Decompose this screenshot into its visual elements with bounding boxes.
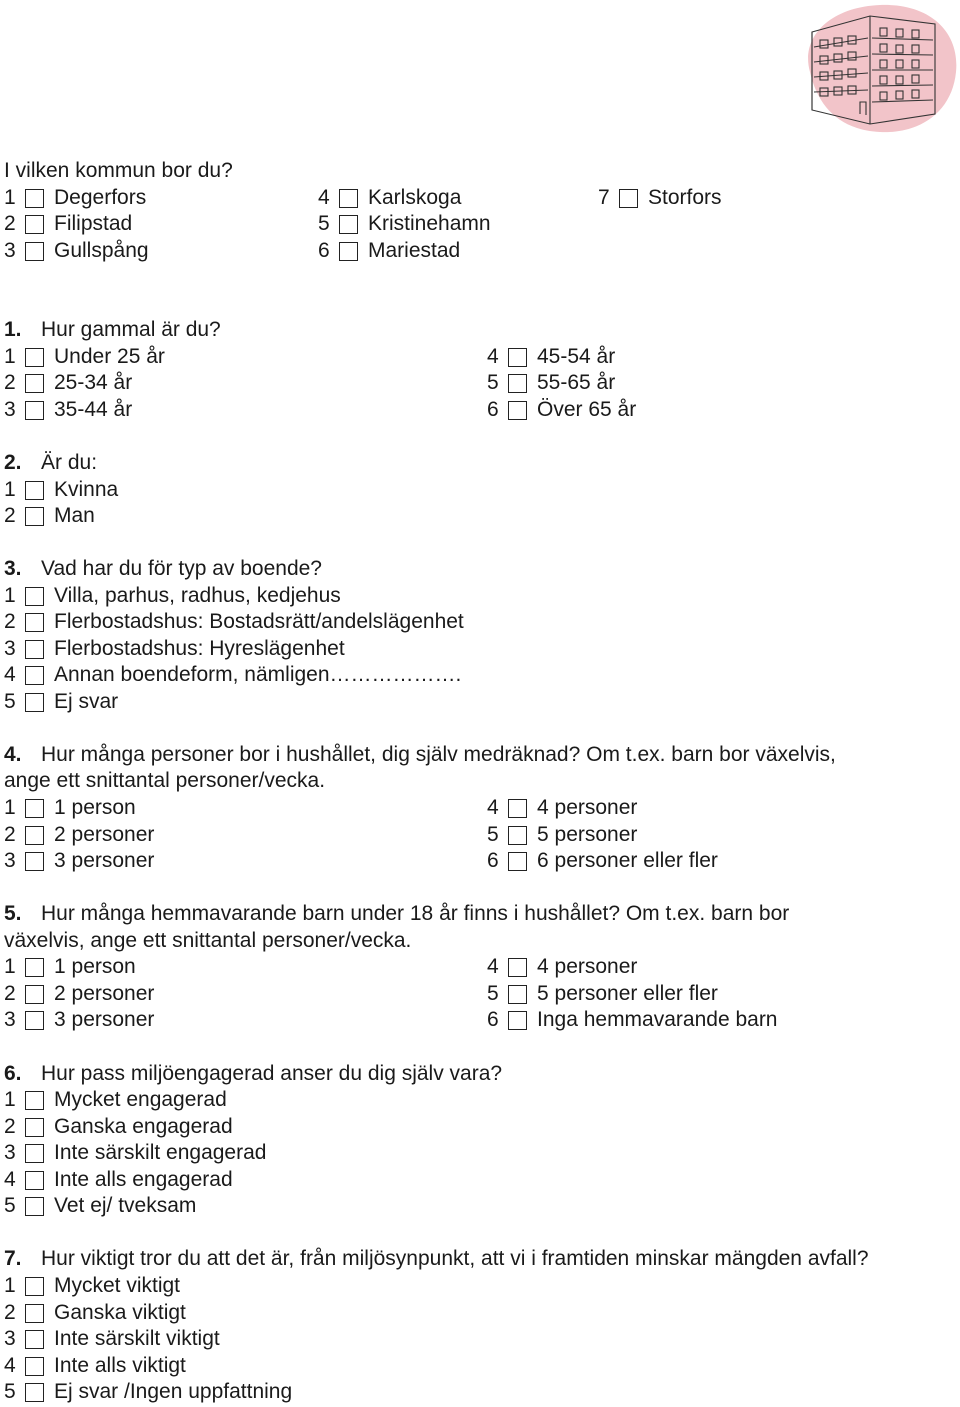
option-kristinehamn[interactable] bbox=[318, 211, 491, 237]
option-number: 2 bbox=[4, 610, 16, 633]
question-text: Hur viktigt tror du att det är, från miljösynpunkt, att vi i framtiden minskar mängden avfall? bbox=[41, 1247, 869, 1270]
checkbox[interactable] bbox=[25, 958, 44, 977]
checkbox[interactable] bbox=[25, 799, 44, 818]
checkbox[interactable] bbox=[508, 374, 527, 393]
option-housing-1[interactable] bbox=[4, 583, 341, 609]
option-number: 1 bbox=[4, 478, 16, 501]
option-degerfors[interactable] bbox=[4, 185, 146, 211]
checkbox[interactable] bbox=[25, 189, 44, 208]
option-number: 6 bbox=[487, 1008, 499, 1031]
option-number: 4 bbox=[487, 345, 499, 368]
option-label: Under 25 år bbox=[54, 345, 165, 368]
option-gullspang[interactable] bbox=[4, 238, 149, 264]
question-5 bbox=[4, 901, 789, 927]
question-text: Vad har du för typ av boende? bbox=[41, 557, 322, 580]
option-number: 5 bbox=[318, 212, 330, 235]
option-children-5[interactable] bbox=[487, 981, 718, 1007]
option-label: 4 personer bbox=[537, 955, 638, 978]
checkbox[interactable] bbox=[25, 507, 44, 526]
option-engagement-1[interactable] bbox=[4, 1087, 227, 1113]
checkbox[interactable] bbox=[25, 1118, 44, 1137]
checkbox[interactable] bbox=[508, 348, 527, 367]
option-label: Över 65 år bbox=[537, 398, 637, 421]
option-number: 5 bbox=[487, 371, 499, 394]
checkbox[interactable] bbox=[619, 189, 638, 208]
option-number: 6 bbox=[318, 239, 330, 262]
option-label: 5 personer eller fler bbox=[537, 982, 718, 1005]
option-number: 2 bbox=[4, 1301, 16, 1324]
checkbox[interactable] bbox=[25, 1304, 44, 1323]
option-label: Annan boendeform, nämligen………………. bbox=[54, 663, 462, 686]
option-label: 1 person bbox=[54, 955, 136, 978]
option-number: 3 bbox=[4, 637, 16, 660]
option-age-1[interactable] bbox=[4, 344, 165, 370]
checkbox[interactable] bbox=[25, 1144, 44, 1163]
question-2 bbox=[4, 450, 97, 476]
option-label: Kristinehamn bbox=[368, 212, 491, 235]
question-3 bbox=[4, 556, 322, 582]
checkbox[interactable] bbox=[25, 215, 44, 234]
option-housing-4[interactable] bbox=[4, 662, 461, 688]
option-label: Mariestad bbox=[368, 239, 461, 262]
checkbox[interactable] bbox=[25, 481, 44, 500]
option-number: 5 bbox=[4, 690, 16, 713]
option-number: 4 bbox=[4, 663, 16, 686]
option-label: Gullspång bbox=[54, 239, 149, 262]
checkbox[interactable] bbox=[25, 666, 44, 685]
checkbox[interactable] bbox=[25, 1277, 44, 1296]
question-6 bbox=[4, 1061, 502, 1087]
option-number: 3 bbox=[4, 849, 16, 872]
option-persons-5[interactable] bbox=[487, 822, 637, 848]
option-label: 6 personer eller fler bbox=[537, 849, 718, 872]
option-importance-1[interactable] bbox=[4, 1273, 180, 1299]
checkbox[interactable] bbox=[508, 1011, 527, 1030]
option-age-4[interactable] bbox=[487, 344, 615, 370]
option-label: 55-65 år bbox=[537, 371, 616, 394]
option-children-1[interactable] bbox=[4, 954, 136, 980]
option-engagement-4[interactable] bbox=[4, 1167, 233, 1193]
option-number: 3 bbox=[4, 239, 16, 262]
option-label: Villa, parhus, radhus, kedjehus bbox=[54, 584, 341, 607]
question-text: Hur gammal är du? bbox=[41, 318, 221, 341]
question-number: 2. bbox=[4, 451, 22, 474]
option-gender-2[interactable] bbox=[4, 503, 95, 529]
option-number: 2 bbox=[4, 823, 16, 846]
option-number: 5 bbox=[487, 982, 499, 1005]
option-label: Flerbostadshus: Hyreslägenhet bbox=[54, 637, 345, 660]
option-label: Man bbox=[54, 504, 95, 527]
option-number: 3 bbox=[4, 1008, 16, 1031]
checkbox[interactable] bbox=[25, 693, 44, 712]
question-number: 7. bbox=[4, 1247, 22, 1270]
option-label: 45-54 år bbox=[537, 345, 616, 368]
option-number: 2 bbox=[4, 212, 16, 235]
checkbox[interactable] bbox=[25, 852, 44, 871]
checkbox[interactable] bbox=[25, 1330, 44, 1349]
option-label: Inte alls viktigt bbox=[54, 1354, 186, 1377]
checkbox[interactable] bbox=[25, 374, 44, 393]
option-label: Storfors bbox=[648, 186, 722, 209]
option-housing-2[interactable] bbox=[4, 609, 464, 635]
checkbox[interactable] bbox=[25, 1091, 44, 1110]
option-number: 3 bbox=[4, 398, 16, 421]
option-label: Kvinna bbox=[54, 478, 119, 501]
option-number: 1 bbox=[4, 186, 16, 209]
option-engagement-2[interactable] bbox=[4, 1114, 233, 1140]
option-persons-6[interactable] bbox=[487, 848, 718, 874]
checkbox[interactable] bbox=[339, 215, 358, 234]
option-number: 1 bbox=[4, 796, 16, 819]
checkbox[interactable] bbox=[508, 799, 527, 818]
option-children-6[interactable] bbox=[487, 1007, 778, 1033]
checkbox[interactable] bbox=[508, 826, 527, 845]
option-number: 2 bbox=[4, 371, 16, 394]
option-storfors[interactable] bbox=[598, 185, 722, 211]
option-label: Ganska viktigt bbox=[54, 1301, 186, 1324]
checkbox[interactable] bbox=[339, 189, 358, 208]
question-text: Hur många hemmavarande barn under 18 år finns i hushållet? Om t.ex. barn bor bbox=[41, 902, 790, 925]
apartment-building-logo bbox=[800, 2, 958, 134]
option-label: 3 personer bbox=[54, 849, 155, 872]
checkbox[interactable] bbox=[25, 401, 44, 420]
option-number: 4 bbox=[487, 955, 499, 978]
option-age-3[interactable] bbox=[4, 397, 132, 423]
option-number: 4 bbox=[487, 796, 499, 819]
option-importance-5[interactable] bbox=[4, 1379, 292, 1405]
option-engagement-5[interactable] bbox=[4, 1193, 196, 1219]
option-label: Flerbostadshus: Bostadsrätt/andelslägenhet bbox=[54, 610, 464, 633]
option-number: 4 bbox=[4, 1168, 16, 1191]
option-label: 35-44 år bbox=[54, 398, 133, 421]
option-number: 5 bbox=[487, 823, 499, 846]
option-label: 2 personer bbox=[54, 982, 155, 1005]
option-label: Mycket engagerad bbox=[54, 1088, 227, 1111]
checkbox[interactable] bbox=[25, 587, 44, 606]
question-number: 3. bbox=[4, 557, 22, 580]
option-label: 2 personer bbox=[54, 823, 155, 846]
option-number: 1 bbox=[4, 1274, 16, 1297]
option-label: Filipstad bbox=[54, 212, 133, 235]
option-engagement-3[interactable] bbox=[4, 1140, 266, 1166]
checkbox[interactable] bbox=[25, 1011, 44, 1030]
option-number: 1 bbox=[4, 1088, 16, 1111]
question-5-continued: växelvis, ange ett snittantal personer/vecka. bbox=[4, 929, 412, 952]
option-number: 5 bbox=[4, 1194, 16, 1217]
question-number: 6. bbox=[4, 1062, 22, 1085]
option-number: 1 bbox=[4, 955, 16, 978]
checkbox[interactable] bbox=[25, 613, 44, 632]
option-label: Degerfors bbox=[54, 186, 147, 209]
option-children-3[interactable] bbox=[4, 1007, 154, 1033]
option-children-2[interactable] bbox=[4, 981, 154, 1007]
question-1 bbox=[4, 317, 221, 343]
option-number: 2 bbox=[4, 504, 16, 527]
option-number: 4 bbox=[4, 1354, 16, 1377]
option-number: 1 bbox=[4, 345, 16, 368]
option-label: 1 person bbox=[54, 796, 136, 819]
option-number: 7 bbox=[598, 186, 610, 209]
option-number: 5 bbox=[4, 1380, 16, 1403]
checkbox[interactable] bbox=[339, 242, 358, 261]
checkbox[interactable] bbox=[25, 1357, 44, 1376]
question-4-continued: ange ett snittantal personer/vecka. bbox=[4, 769, 326, 792]
question-number: 1. bbox=[4, 318, 22, 341]
option-label: Ej svar /Ingen uppfattning bbox=[54, 1380, 293, 1403]
option-children-4[interactable] bbox=[487, 954, 637, 980]
option-gender-1[interactable] bbox=[4, 477, 118, 503]
checkbox[interactable] bbox=[25, 1383, 44, 1402]
option-label: 25-34 år bbox=[54, 371, 133, 394]
checkbox[interactable] bbox=[508, 985, 527, 1004]
option-number: 4 bbox=[318, 186, 330, 209]
question-number: 4. bbox=[4, 743, 22, 766]
option-label: Inte alls engagerad bbox=[54, 1168, 233, 1191]
checkbox[interactable] bbox=[25, 640, 44, 659]
option-label: Inte särskilt viktigt bbox=[54, 1327, 220, 1350]
option-persons-4[interactable] bbox=[487, 795, 637, 821]
option-label: Inte särskilt engagerad bbox=[54, 1141, 267, 1164]
checkbox[interactable] bbox=[25, 242, 44, 261]
option-label: 3 personer bbox=[54, 1008, 155, 1031]
option-age-6[interactable] bbox=[487, 397, 636, 423]
question-number: 5. bbox=[4, 902, 22, 925]
checkbox[interactable] bbox=[25, 1171, 44, 1190]
option-number: 2 bbox=[4, 1115, 16, 1138]
question-kommun: I vilken kommun bor du? bbox=[4, 159, 233, 182]
option-importance-3[interactable] bbox=[4, 1326, 220, 1352]
option-filipstad[interactable] bbox=[4, 211, 132, 237]
option-number: 6 bbox=[487, 398, 499, 421]
option-label: Karlskoga bbox=[368, 186, 462, 209]
checkbox[interactable] bbox=[508, 958, 527, 977]
checkbox[interactable] bbox=[25, 1197, 44, 1216]
checkbox[interactable] bbox=[25, 826, 44, 845]
question-4 bbox=[4, 742, 836, 768]
option-persons-1[interactable] bbox=[4, 795, 136, 821]
question-text: Hur pass miljöengagerad anser du dig själv vara? bbox=[41, 1062, 503, 1085]
option-label: Ganska engagerad bbox=[54, 1115, 233, 1138]
checkbox[interactable] bbox=[25, 348, 44, 367]
option-number: 1 bbox=[4, 584, 16, 607]
option-age-5[interactable] bbox=[487, 370, 615, 396]
option-housing-5[interactable] bbox=[4, 689, 118, 715]
question-text: Är du: bbox=[41, 451, 98, 474]
question-text: Hur många personer bor i hushållet, dig själv medräknad? Om t.ex. barn bor växelvis, bbox=[41, 743, 836, 766]
option-number: 3 bbox=[4, 1141, 16, 1164]
option-number: 3 bbox=[4, 1327, 16, 1350]
checkbox[interactable] bbox=[25, 985, 44, 1004]
option-age-2[interactable] bbox=[4, 370, 132, 396]
option-number: 6 bbox=[487, 849, 499, 872]
option-label: 4 personer bbox=[537, 796, 638, 819]
option-persons-3[interactable] bbox=[4, 848, 154, 874]
option-housing-3[interactable] bbox=[4, 636, 345, 662]
option-label: Mycket viktigt bbox=[54, 1274, 181, 1297]
checkbox[interactable] bbox=[508, 852, 527, 871]
checkbox[interactable] bbox=[508, 401, 527, 420]
option-label: Vet ej/ tveksam bbox=[54, 1194, 197, 1217]
option-karlskoga[interactable] bbox=[318, 185, 461, 211]
option-persons-2[interactable] bbox=[4, 822, 154, 848]
option-mariestad[interactable] bbox=[318, 238, 460, 264]
option-label: Ej svar bbox=[54, 690, 119, 713]
option-number: 2 bbox=[4, 982, 16, 1005]
option-importance-2[interactable] bbox=[4, 1300, 186, 1326]
option-label: Inga hemmavarande barn bbox=[537, 1008, 778, 1031]
option-label: 5 personer bbox=[537, 823, 638, 846]
option-importance-4[interactable] bbox=[4, 1353, 186, 1379]
question-7 bbox=[4, 1246, 869, 1272]
